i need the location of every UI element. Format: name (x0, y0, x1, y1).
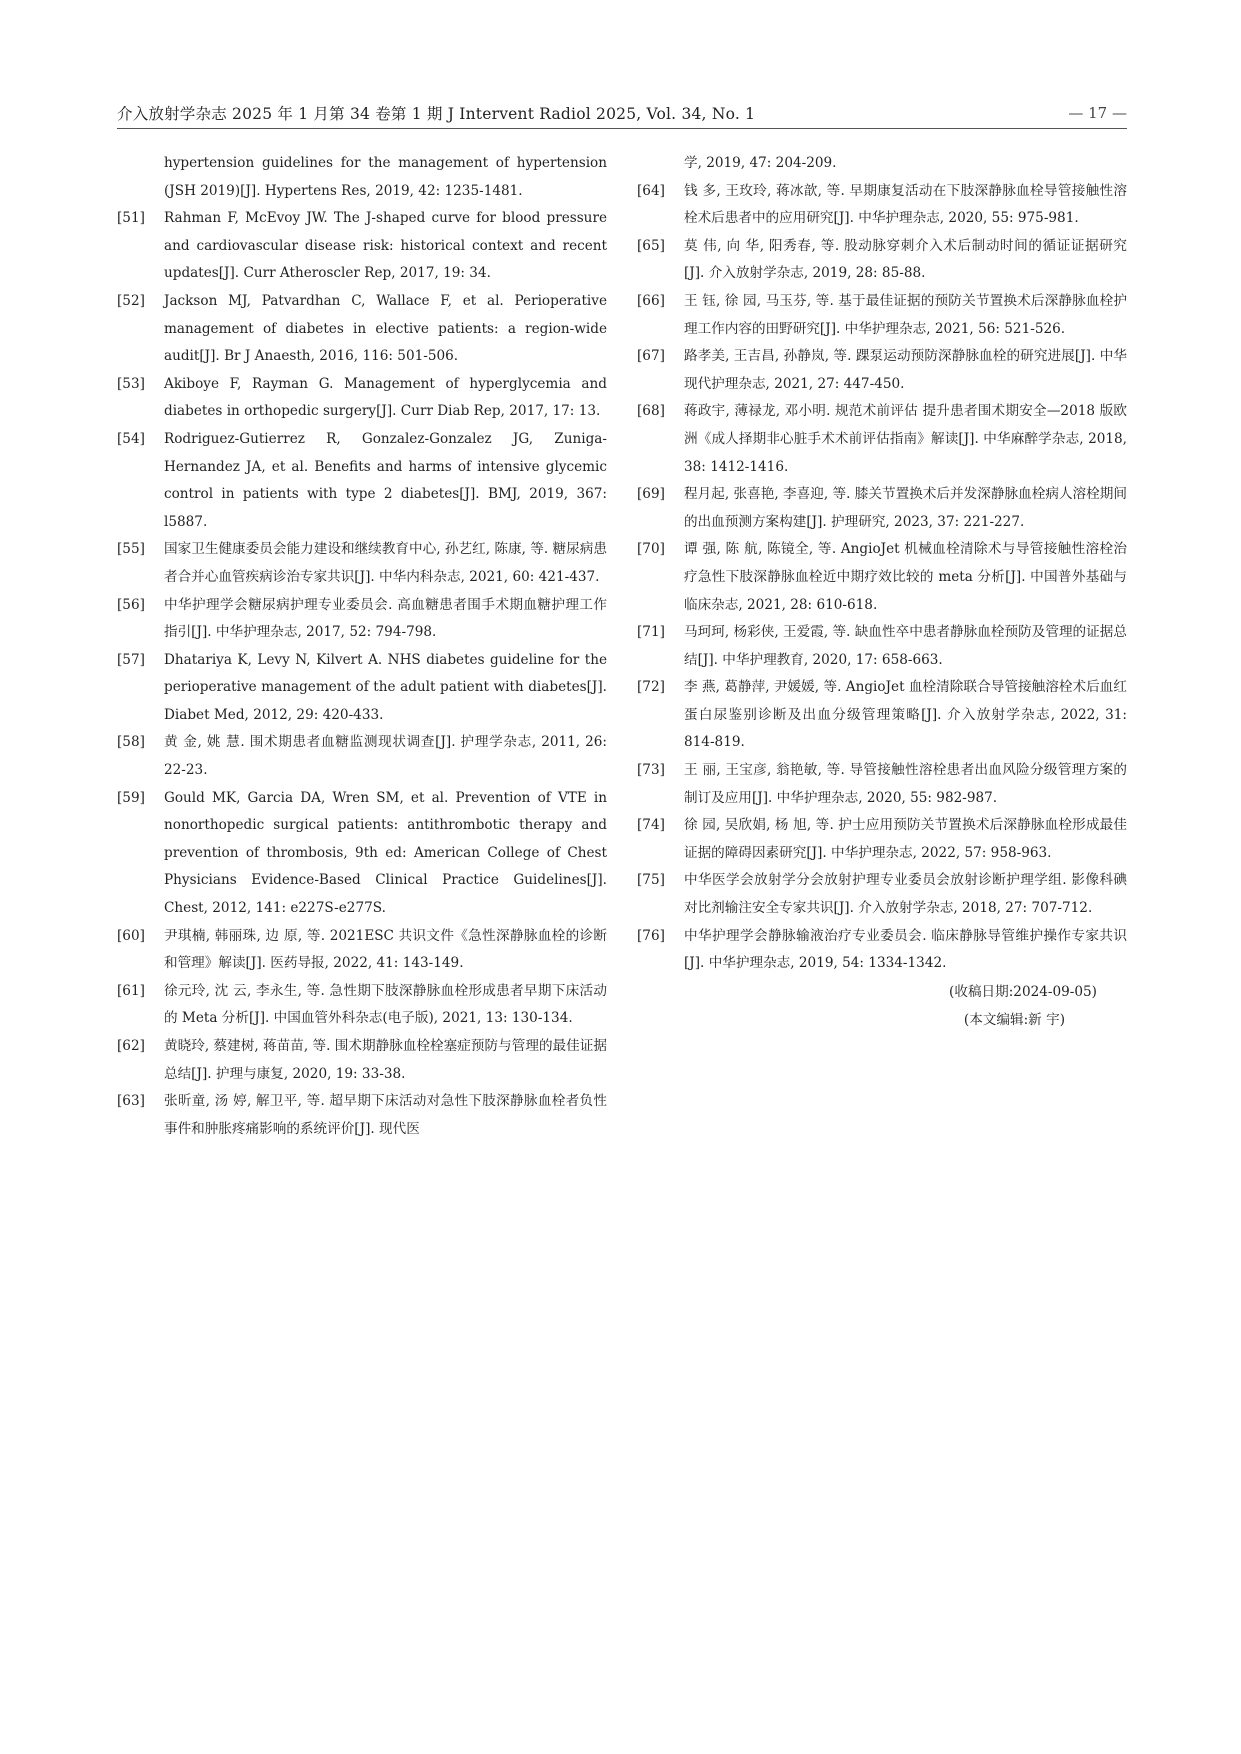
reference-entry (637, 536, 1127, 619)
reference-text: 马珂珂, 杨彩侠, 王爱霞, 等. 缺血性卒中患者静脉血栓预防及管理的证据总结[J]. 中华护理教育, 2020, 17: 658-663. (684, 624, 1127, 668)
reference-text: 李 燕, 葛静萍, 尹媛媛, 等. AngioJet 血栓清除联合导管接触溶栓术后血红蛋白尿鉴别诊断及出血分级管理策略[J]. 介入放射学杂志, 2022, 31: 814-819. (684, 679, 1127, 751)
reference-entry (637, 398, 1127, 481)
reference-number: [69] (637, 486, 665, 503)
reference-number: [71] (637, 624, 665, 641)
reference-entry (637, 343, 1127, 398)
reference-text: 张昕童, 汤 婷, 解卫平, 等. 超早期下床活动对急性下肢深静脉血栓者负性事件和肿胀疼痛影响的系统评价[J]. 现代医 (164, 1093, 607, 1137)
reference-entry (117, 371, 607, 426)
reference-number: [58] (117, 734, 145, 751)
running-header (117, 96, 1127, 136)
reference-text: 徐元玲, 沈 云, 李永生, 等. 急性期下肢深静脉血栓形成患者早期下床活动的 Meta 分析[J]. 中国血管外科杂志(电子版), 2021, 13: 130-134. (164, 982, 607, 1027)
reference-text: Jackson MJ, Patvardhan C, Wallace F, et al. Perioperative management of diabetes in elective patients: a region-wide audit[J]. Br J Anaesth, 2016, 116: 501-506. (164, 292, 607, 365)
editor-note: (本文编辑:新 宇) (963, 1011, 1065, 1028)
received-date: (收稿日期:2024-09-05) (949, 983, 1097, 1000)
reference-list-left (117, 205, 607, 1143)
reference-text: 蒋政宇, 薄禄龙, 邓小明. 规范术前评估 提升患者围术期安全—2018 版欧洲《成人择期非心脏手术术前评估指南》解读[J]. 中华麻醉学杂志, 2018, 38: 1412-1416. (684, 403, 1127, 475)
reference-number: [55] (117, 541, 145, 558)
reference-number: [72] (637, 679, 665, 696)
reference-number: [64] (637, 182, 665, 199)
reference-entry (117, 785, 607, 923)
reference-entry (117, 978, 607, 1033)
reference-number: [68] (637, 403, 665, 420)
reference-text: 钱 多, 王玫玲, 蒋冰歆, 等. 早期康复活动在下肢深静脉血栓导管接触性溶栓术后患者中的应用研究[J]. 中华护理杂志, 2020, 55: 975-981. (684, 182, 1127, 227)
reference-list-right (637, 178, 1127, 978)
reference-number: [62] (117, 1038, 145, 1054)
reference-text: 徐 园, 吴欣娟, 杨 旭, 等. 护士应用预防关节置换术后深静脉血栓形成最佳证据的障碍因素研究[J]. 中华护理杂志, 2022, 57: 958-963. (684, 817, 1127, 861)
reference-entry (637, 481, 1127, 536)
reference-number: [63] (117, 1093, 145, 1110)
reference-entry (117, 1033, 607, 1088)
reference-entry (117, 426, 607, 536)
reference-number: [73] (637, 762, 665, 779)
reference-entry (637, 757, 1127, 812)
reference-text: Dhatariya K, Levy N, Kilvert A. NHS diabetes guideline for the perioperative management of the adult patient with diabetes[J]. Diabet Med, 2012, 29: 420-433. (164, 651, 607, 723)
reference-number: [76] (637, 927, 665, 944)
reference-entry (117, 1088, 607, 1143)
reference-text: 中华护理学会静脉输液治疗专业委员会. 临床静脉导管维护操作专家共识[J]. 中华护理杂志, 2019, 54: 1334-1342. (684, 927, 1127, 972)
reference-text: 黄 金, 姚 慧. 围术期患者血糖监测现状调查[J]. 护理学杂志, 2011, 26: 22-23. (164, 734, 607, 779)
reference-number: [54] (117, 430, 145, 447)
reference-number: [56] (117, 596, 145, 613)
reference-text: 路孝美, 王吉昌, 孙静岚, 等. 踝泵运动预防深静脉血栓的研究进展[J]. 中华现代护理杂志, 2021, 27: 447-450. (684, 348, 1127, 392)
header-rule (117, 128, 1127, 129)
reference-text: 尹琪楠, 韩丽珠, 边 原, 等. 2021ESC 共识文件《急性深静脉血栓的诊断和管理》解读[J]. 医药导报, 2022, 41: 143-149. (164, 927, 607, 972)
reference-number: [67] (637, 348, 665, 365)
reference-number: [61] (117, 982, 145, 999)
reference-entry (637, 812, 1127, 867)
right-column (637, 150, 1127, 1034)
reference-text: Akiboye F, Rayman G. Management of hyperglycemia and diabetes in orthopedic surgery[J]. Curr Diab Rep, 2017, 17: 13. (164, 375, 607, 420)
reference-entry (117, 536, 607, 591)
reference-text: 谭 强, 陈 航, 陈镜全, 等. AngioJet 机械血栓清除术与导管接触性溶栓治疗急性下肢深静脉血栓近中期疗效比较的 meta 分析[J]. 中国普外基础与临床杂志, 2021, 28: 610-618. (684, 541, 1127, 613)
journal-citation: 介入放射学杂志 2025 年 1 月第 34 卷第 1 期 J Intervent Radiol 2025, Vol. 34, No. 1 (117, 105, 756, 123)
reference-text: Rodriguez-Gutierrez R, Gonzalez-Gonzalez JG, Zuniga-Hernandez JA, et al. Benefits and harms of intensive glycemic control in patients with type 2 diabetes[J]. BMJ, 2019, 367: l5887. (164, 430, 607, 530)
reference-entry (637, 674, 1127, 757)
reference-number: [75] (637, 872, 665, 889)
reference-entry (117, 592, 607, 647)
reference-entry (637, 178, 1127, 233)
reference-entry (117, 205, 607, 288)
reference-text: 程月起, 张喜艳, 李喜迎, 等. 膝关节置换术后并发深静脉血栓病人溶栓期间的出血预测方案构建[J]. 护理研究, 2023, 37: 221-227. (684, 486, 1127, 530)
reference-entry (117, 923, 607, 978)
reference-number: [70] (637, 541, 665, 558)
reference-entry (637, 867, 1127, 922)
reference-number: [52] (117, 292, 145, 309)
reference-text: 中华医学会放射学分会放射护理专业委员会放射诊断护理学组. 影像科碘对比剂输注安全专家共识[J]. 介入放射学杂志, 2018, 27: 707-712. (684, 872, 1127, 917)
reference-entry (637, 619, 1127, 674)
reference-number: [51] (117, 210, 145, 227)
reference-number: [59] (117, 789, 145, 806)
reference-text: Gould MK, Garcia DA, Wren SM, et al. Prevention of VTE in nonorthopedic surgical patients: antithrombotic therapy and prevention of thrombosis, 9th ed: American College of Chest Physicians Evidence-Based Clinical Practice Guidelines[J]. Chest, 2012, 141: e227S-e277S. (164, 789, 607, 917)
reference-text: 王 丽, 王宝彦, 翁艳敏, 等. 导管接触性溶栓患者出血风险分级管理方案的制订及应用[J]. 中华护理杂志, 2020, 55: 982-987. (684, 762, 1127, 806)
reference-text: 黄晓玲, 蔡建树, 蒋苗苗, 等. 围术期静脉血栓栓塞症预防与管理的最佳证据总结[J]. 护理与康复, 2020, 19: 33-38. (164, 1038, 607, 1082)
reference-entry (637, 233, 1127, 288)
reference-text: 中华护理学会糖尿病护理专业委员会. 高血糖患者围手术期血糖护理工作指引[J]. 中华护理杂志, 2017, 52: 794-798. (164, 596, 607, 641)
reference-entry (117, 647, 607, 730)
reference-entry (637, 923, 1127, 978)
reference-entry (117, 288, 607, 371)
reference-number: [53] (117, 375, 145, 392)
reference-number: [65] (637, 237, 665, 254)
reference-number: [57] (117, 651, 145, 668)
reference-number: [74] (637, 817, 665, 834)
reference-text: 国家卫生健康委员会能力建设和继续教育中心, 孙艺红, 陈康, 等. 糖尿病患者合并心血管疾病诊治专家共识[J]. 中华内科杂志, 2021, 60: 421-437. (164, 541, 607, 585)
reference-text: 王 钰, 徐 园, 马玉芬, 等. 基于最佳证据的预防关节置换术后深静脉血栓护理工作内容的田野研究[J]. 中华护理杂志, 2021, 56: 521-526. (684, 292, 1127, 337)
reference-entry (117, 729, 607, 784)
reference-number: [60] (117, 927, 145, 944)
reference-continuation: 学, 2019, 47: 204-209. (684, 155, 837, 171)
reference-text: 莫 伟, 向 华, 阳秀春, 等. 股动脉穿刺介入术后制动时间的循证证据研究[J]. 介入放射学杂志, 2019, 28: 85-88. (684, 237, 1127, 282)
left-column (117, 150, 607, 1143)
reference-entry (637, 288, 1127, 343)
reference-number: [66] (637, 292, 665, 309)
reference-continuation: hypertension guidelines for the management of hypertension (JSH 2019)[J]. Hypertens Res, 2019, 42: 1235-1481. (164, 155, 607, 199)
page-number: — 17 — (1068, 104, 1127, 122)
reference-text: Rahman F, McEvoy JW. The J-shaped curve for blood pressure and cardiovascular disease risk: historical context and recent updates[J]. Curr Atheroscler Rep, 2017, 19: 34. (164, 210, 607, 282)
